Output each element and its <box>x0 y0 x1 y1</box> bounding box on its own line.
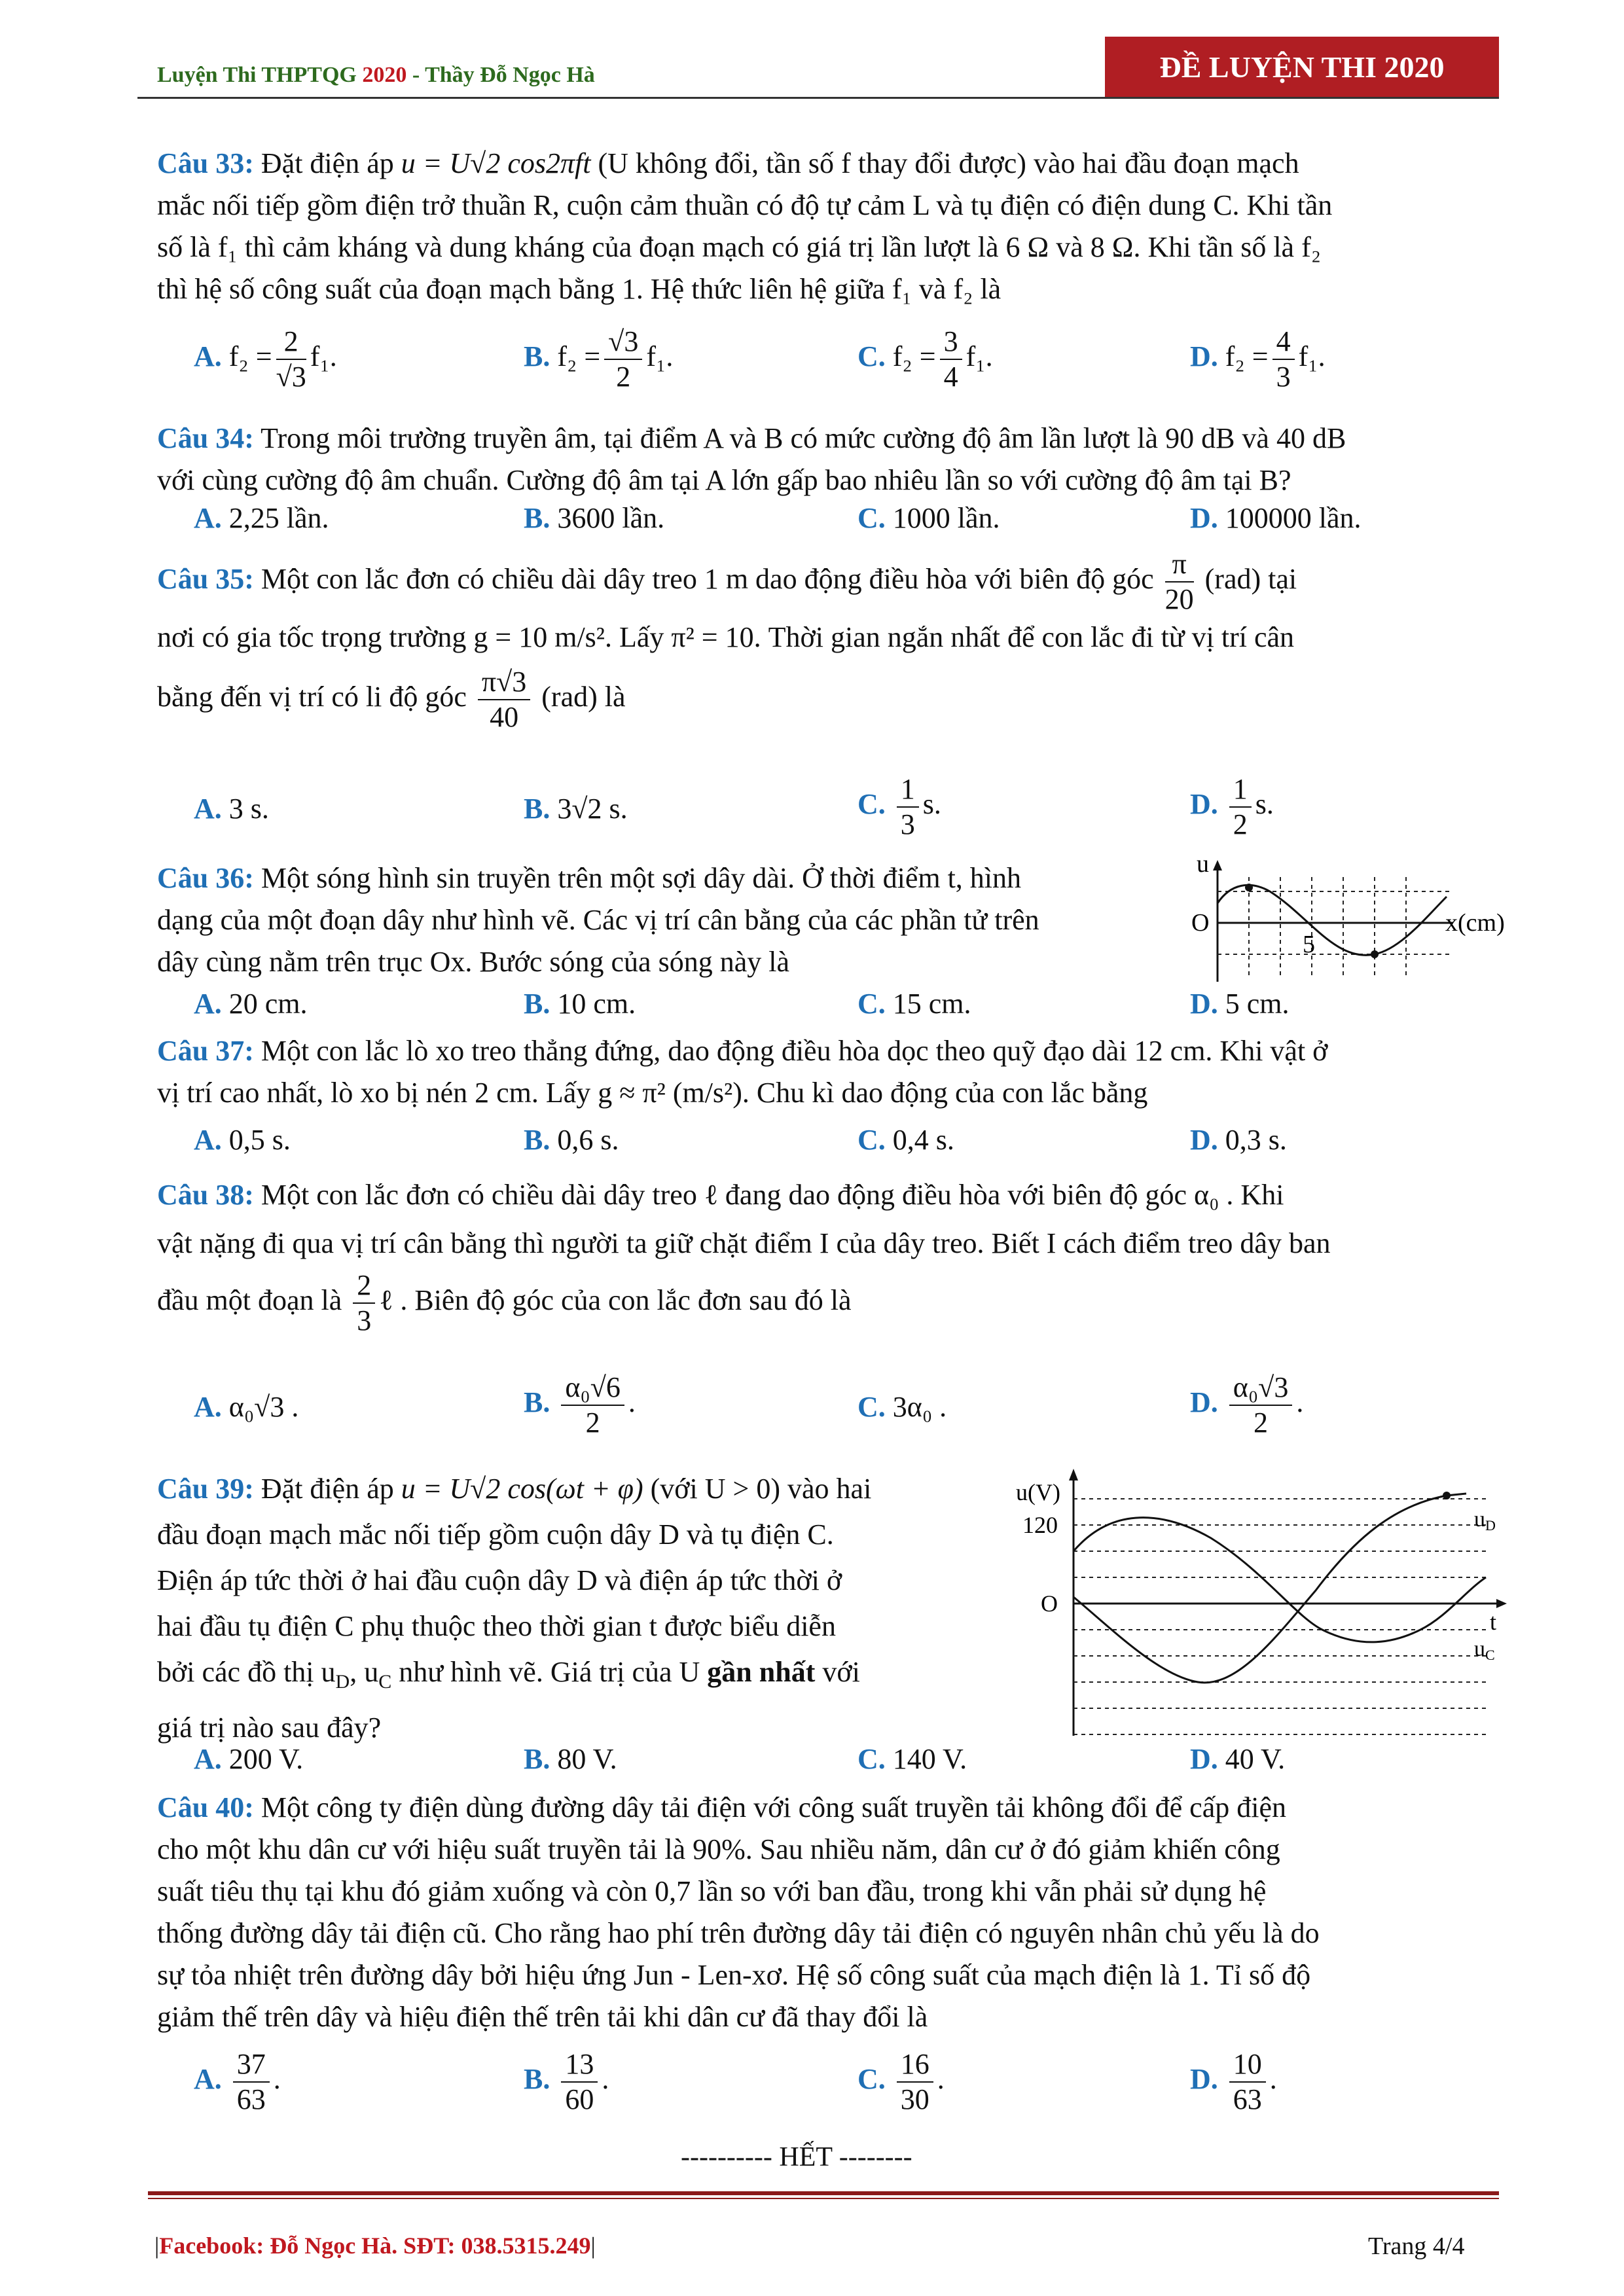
y-tick-label: 120 <box>1022 1512 1058 1538</box>
q40-option-b[interactable]: B. $\frac{13}{60}$ . <box>524 2048 609 2115</box>
q38-option-d[interactable]: D. $\frac{\text{α₀√3}}{2}$ . <box>1190 1371 1304 1439</box>
question-37: Câu 37: Một con lắc lò xo treo thẳng đứng, dao động điều hòa dọc theo quỹ đạo dài 12 cm. Khi vật ở vị trí cao nhất, lò xo bị nén 2 cm. Lấy g ≈ π² (m/s²). Chu kì dao động của con lắc bằng <box>157 1035 1328 1109</box>
q33-option-d[interactable]: D. f₂ = $\frac{4}{3}$ f₁. <box>1190 325 1326 393</box>
question-34: Câu 34: Trong môi trường truyền âm, tại điểm A và B có mức cường độ âm lần lượt là 90 dB và 40 dB với cùng cường độ âm chuẩn. Cường độ âm tại A lớn gấp bao nhiêu lần so với cường độ âm tại B? <box>157 422 1346 496</box>
question-35: Câu 35: Một con lắc đơn có chiều dài dây treo 1 m dao động điều hòa với biên độ góc $\frac{\pi}{20}$ (rad) tại nơi có gia tốc trọng trường g = 10 m/s². Lấy π² = 10. Thời gian ngắn nhất để con lắc đi từ vị trí cân bằng đến vị trí có li độ góc $\frac{\pi√3}{40}$ (rad) là <box>157 548 1297 733</box>
q38-option-b[interactable]: B. $\frac{\text{α₀√6}}{2}$ . <box>524 1371 636 1439</box>
q35-option-d[interactable]: D. $\frac{1}{2}$ s. <box>1190 773 1274 840</box>
y-axis-arrow <box>1213 860 1222 870</box>
curve-uc <box>1074 1518 1486 1642</box>
footer-contact: |Facebook: Đỗ Ngọc Hà. SĐT: 038.5315.249| <box>154 2233 596 2259</box>
header-divider <box>137 97 1499 99</box>
question-33: Câu 33: Đặt điện áp u = U√2 cos2πft (U không đổi, tần số f thay đổi được) vào hai đầu đoạn mạch mắc nối tiếp gồm điện trở thuần R, cuộn cảm thuần có độ tự cảm L và tụ điện có điện dung C. Khi tần số là f₁ thì cảm kháng và dung kháng của đoạn mạch có giá trị lần lượt là 6 Ω và 8 Ω. Khi tần số là f₂ thì hệ số công suất của đoạn mạch bằng 1. Hệ thức liên hệ giữa f₁ và f₂ là <box>157 147 1333 305</box>
question-38: Câu 38: Một con lắc đơn có chiều dài dây treo ℓ đang dao động điều hòa với biên độ góc α₀ . Khi vật nặng đi qua vị trí cân bằng thì người ta giữ chặt điểm I của dây treo. Biết I cách điểm treo dây ban đầu một đoạn là $\frac{2}{3}$ ℓ . Biên độ góc của con lắc đơn sau đó là <box>157 1179 1331 1336</box>
q39-option-a[interactable]: A. 200 V. <box>194 1743 304 1775</box>
q37-option-b[interactable]: B. 0,6 s. <box>524 1124 619 1156</box>
q34-option-b[interactable]: B. 3600 lần. <box>524 502 665 534</box>
q33-option-a[interactable]: A. f₂ = $\frac{2}{√3}$ f₁. <box>194 325 337 393</box>
q39-voltage-graph <box>1015 1466 1512 1748</box>
q38-option-c[interactable]: C. 3α₀ . <box>857 1391 947 1423</box>
q38-option-a[interactable]: A. α₀√3 . <box>194 1391 299 1423</box>
q36-option-a[interactable]: A. 20 cm. <box>194 988 308 1020</box>
footer-divider-thin <box>148 2198 1499 2199</box>
q34-option-c[interactable]: C. 1000 lần. <box>857 502 1000 534</box>
point-crest <box>1245 884 1253 891</box>
q35-option-c[interactable]: C. $\frac{1}{3}$ s. <box>857 773 941 840</box>
y-axis-arrow <box>1069 1469 1078 1480</box>
exam-badge: ĐỀ LUYỆN THI 2020 <box>1105 37 1499 97</box>
q36-option-c[interactable]: C. 15 cm. <box>857 988 971 1020</box>
q35-option-a[interactable]: A. 3 s. <box>194 793 269 825</box>
y-label: u <box>1197 857 1209 878</box>
q40-option-d[interactable]: D. $\frac{10}{63}$ . <box>1190 2048 1277 2115</box>
q34-option-a[interactable]: A. 2,25 lần. <box>194 502 329 534</box>
q34-option-d[interactable]: D. 100000 lần. <box>1190 502 1362 534</box>
x-label: t <box>1490 1609 1497 1635</box>
page-number: Trang 4/4 <box>1368 2233 1465 2260</box>
wave-curve <box>1218 885 1447 955</box>
question-40: Câu 40: Một công ty điện dùng đường dây tải điện với công suất truyền tải không đổi để cấp điện cho một khu dân cư với hiệu suất truyền tải là 90%. Sau nhiều năm, dân cư ở đó giảm khiến công suất tiêu thụ tại khu đó giảm xuống và còn 0,7 lần so với ban đầu, trong khi vẫn phải sử dụng hệ thống đường dây tải điện cũ. Cho rằng hao phí trên đường dây tải điện có nguyên nhân chủ yếu là do sự tỏa nhiệt trên đường dây bởi hiệu ứng Jun - Len-xơ. Hệ số công suất của mạch điện là 1. Tỉ số độ giảm thế trên dây và hiệu điện thế trên tải khi dân cư đã thay đổi là <box>157 1791 1320 2033</box>
q33-option-b[interactable]: B. f₂ = $\frac{√3}{2}$ f₁. <box>524 325 674 393</box>
q36-wave-graph <box>1178 857 1519 988</box>
point-trough <box>1371 950 1379 958</box>
header-title: Luyện Thi THPTQG 2020 - Thầy Đỗ Ngọc Hà <box>157 63 595 87</box>
q37-option-d[interactable]: D. 0,3 s. <box>1190 1124 1287 1156</box>
q37-option-a[interactable]: A. 0,5 s. <box>194 1124 291 1156</box>
q40-option-c[interactable]: C. $\frac{16}{30}$ . <box>857 2048 945 2115</box>
q39-option-c[interactable]: C. 140 V. <box>857 1743 967 1775</box>
q35-option-b[interactable]: B. 3√2 s. <box>524 793 628 825</box>
q39-option-b[interactable]: B. 80 V. <box>524 1743 617 1775</box>
q36-option-b[interactable]: B. 10 cm. <box>524 988 636 1020</box>
q36-option-d[interactable]: D. 5 cm. <box>1190 988 1290 1020</box>
origin-label: O <box>1191 909 1210 937</box>
y-label: u(V) <box>1016 1479 1060 1505</box>
question-36: Câu 36: Một sóng hình sin truyền trên một sợi dây dài. Ở thời điểm t, hình dạng của một đoạn dây như hình vẽ. Các vị trí cân bằng của các phần tử trên dây cùng nằm trên trục Ox. Bước sóng của sóng này là <box>157 862 1039 978</box>
origin-label: O <box>1041 1590 1058 1617</box>
q33-option-c[interactable]: C. f₂ = $\frac{3}{4}$ f₁. <box>857 325 993 393</box>
point-ud-max <box>1443 1492 1451 1499</box>
curve-ud <box>1074 1494 1466 1683</box>
question-39: Câu 39: Đặt điện áp u = U√2 cos(ωt + φ) (với U > 0) vào hai đầu đoạn mạch mắc nối tiếp gồm cuộn dây D và tụ điện C. Điện áp tức thời ở hai đầu cuộn dây D và điện áp tức thời ở hai đầu tụ điện C phụ thuộc theo thời gian t được biểu diễn bởi các đồ thị $u_D$, $u_C$ như hình vẽ. Giá trị của U gần nhất với giá trị nào sau đây? <box>157 1473 872 1744</box>
x-label: x(cm) <box>1445 909 1505 937</box>
q40-option-a[interactable]: A. $\frac{37}{63}$ . <box>194 2048 281 2115</box>
grid-lines <box>1074 1499 1486 1734</box>
end-mark: ---------- HẾT -------- <box>681 2142 912 2172</box>
curve-ud-label: uD <box>1474 1507 1496 1534</box>
x-axis-arrow <box>1496 1599 1507 1608</box>
tick-label: 5 <box>1303 931 1315 958</box>
curve-uc-label: uC <box>1474 1637 1495 1663</box>
q37-option-c[interactable]: C. 0,4 s. <box>857 1124 954 1156</box>
footer-divider <box>148 2191 1499 2195</box>
q39-option-d[interactable]: D. 40 V. <box>1190 1743 1286 1775</box>
